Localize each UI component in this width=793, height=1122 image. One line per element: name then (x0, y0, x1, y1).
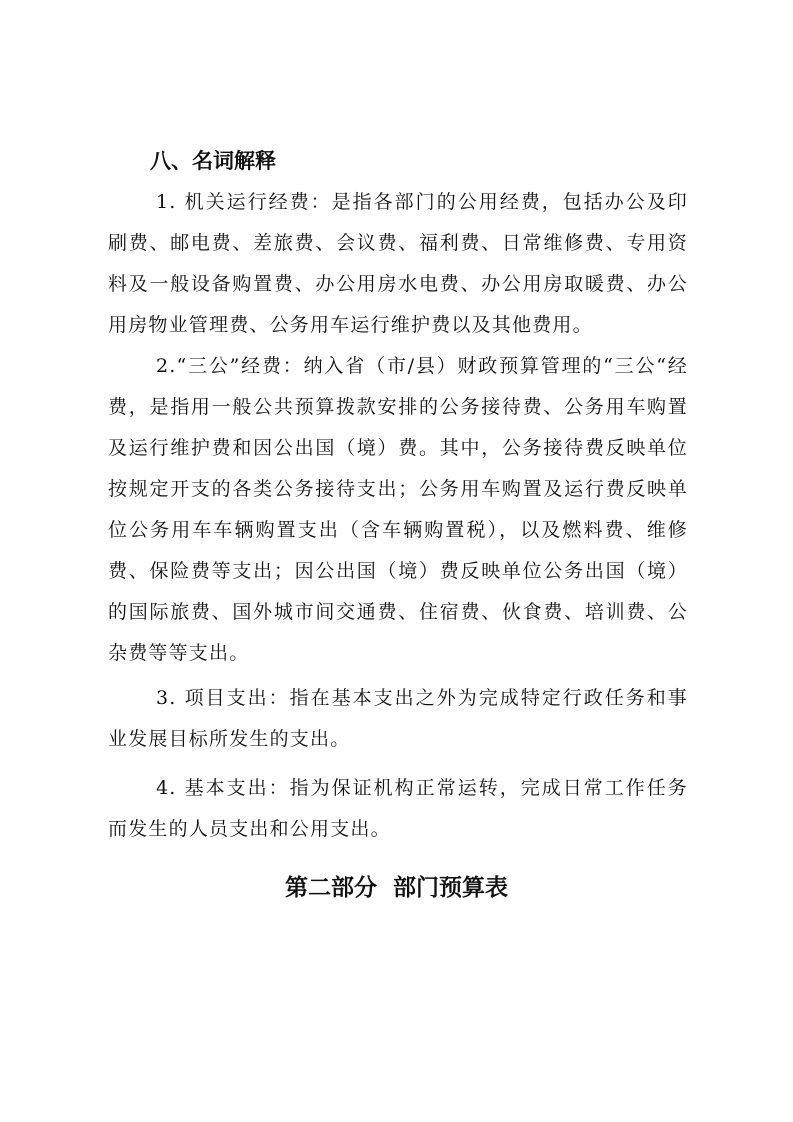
definition-paragraph-operating-expenses: 1. 机关运行经费：是指各部门的公用经费，包括办公及印刷费、邮电费、差旅费、会议费、福利费、日常维修费、专用资料及一般设备购置费、办公用房水电费、办公用房取暖费、办公用房物业管理费、公务用车运行维护费以及其他费用。 (108, 191, 688, 336)
definition-paragraph-three-public-expenses: 2.“三公”经费：纳入省（市/县）财政预算管理的“三公“经费，是指用一般公共预算拨款安排的公务接待费、公务用车购置及运行维护费和因公出国（境）费。其中，公务接待费反映单位按规定开支的各类公务接待支出；公务用车购置及运行费反映单位公务用车车辆购置支出（含车辆购置税），以及燃料费、维修费、保险费等支出；因公出国（境）费反映单位公务出国（境）的国际旅费、国外城市间交通费、住宿费、伙食费、培训费、公杂费等等支出。 (108, 355, 688, 664)
part-title: 第二部分 部门预算表 (284, 875, 508, 901)
section-heading: 八、名词解释 (150, 149, 276, 173)
definition-paragraph-project-expenditure: 3. 项目支出：指在基本支出之外为完成特定行政任务和事业发展目标所发生的支出。 (108, 687, 688, 750)
definition-paragraph-basic-expenditure: 4. 基本支出：指为保证机构正常运转，完成日常工作任务而发生的人员支出和公用支出。 (108, 777, 688, 840)
